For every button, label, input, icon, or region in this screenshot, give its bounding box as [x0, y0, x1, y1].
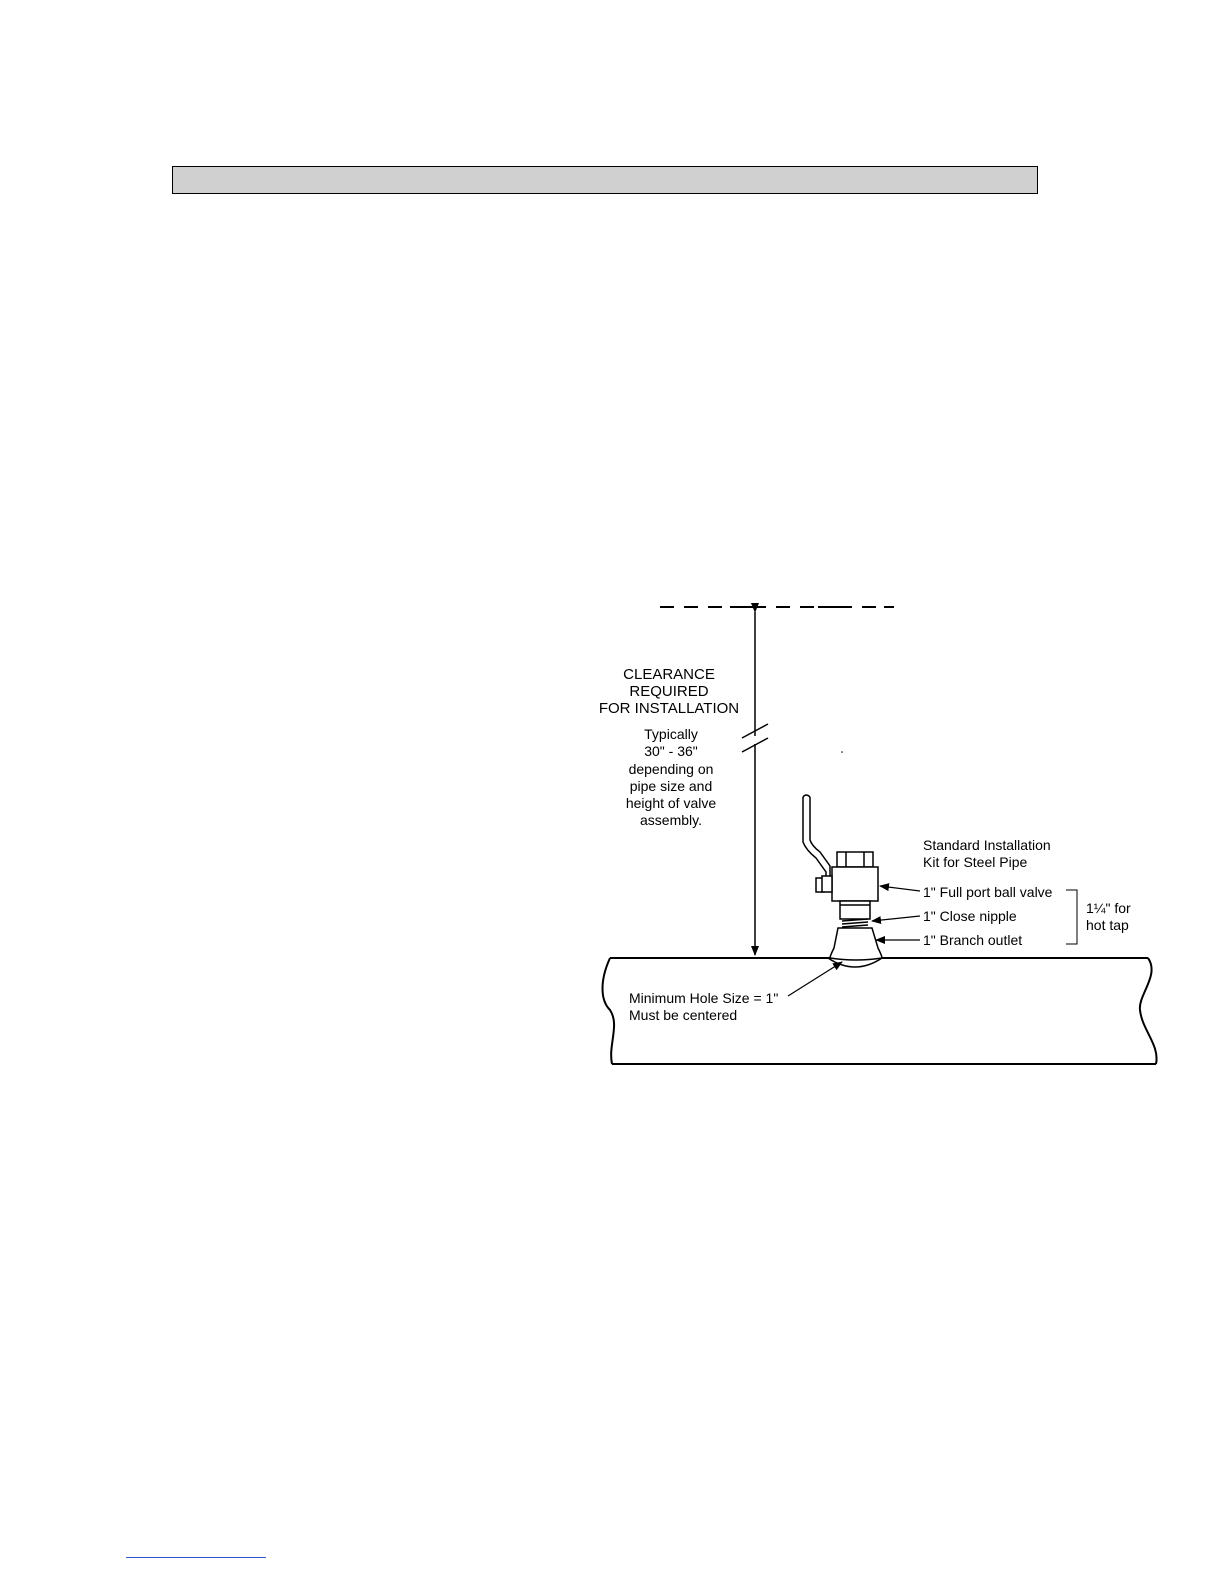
ball-valve-label: 1" Full port ball valve — [923, 884, 1053, 900]
clearance-note: Typically 30" - 36" depending on pipe size and height of valve assembly. — [625, 726, 717, 829]
branch-outlet-label: 1" Branch outlet — [923, 932, 1023, 948]
kit-title: Standard Installation Kit for Steel Pipe — [923, 837, 1051, 870]
footnote-rule — [126, 1557, 266, 1558]
hole-size-note: Minimum Hole Size = 1" Must be centered — [629, 990, 779, 1023]
hot-tap-bracket — [1066, 890, 1077, 944]
branch-outlet — [828, 928, 882, 967]
clearance-label: CLEARANCE REQUIRED FOR INSTALLATION — [598, 666, 740, 717]
hot-tap-note: 1¼" for hot tap — [1086, 900, 1131, 933]
close-nipple-label: 1" Close nipple — [923, 908, 1017, 924]
ball-valve — [822, 852, 878, 901]
clearance-dimension-arrow — [742, 612, 768, 955]
close-nipple — [840, 901, 870, 927]
